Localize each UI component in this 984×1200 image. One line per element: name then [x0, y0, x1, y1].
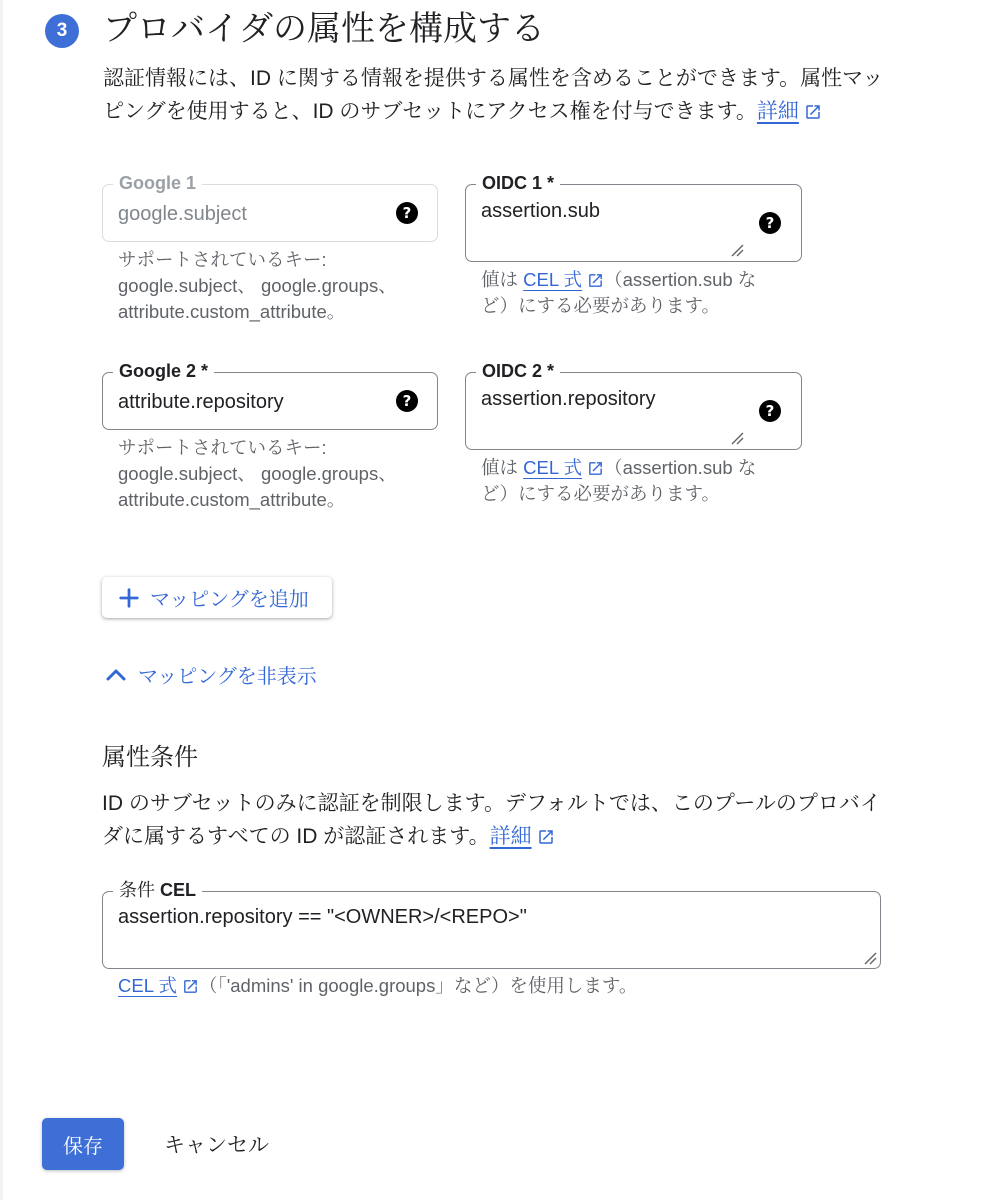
cel-link-label: CEL 式: [523, 457, 583, 478]
svg-text:?: ?: [765, 214, 775, 232]
learn-more-link-label: 詳細: [756, 100, 799, 123]
google-1-label: Google 1: [113, 170, 202, 196]
learn-more-link-label: 詳細: [489, 825, 532, 848]
condition-cel-value: assertion.repository == "<OWNER>/<REPO>": [118, 906, 527, 928]
help-icon[interactable]: [758, 211, 782, 235]
google-2-hint: サポートされているキー: google.subject、 google.groups、 attribute.custom_attribute。: [118, 437, 397, 510]
oidc-2-hint: [481, 455, 781, 507]
step-number-badge: 3: [45, 14, 79, 48]
cel-link-label: CEL 式: [523, 269, 583, 290]
attribute-condition-description-text: ID のサブセットのみに認証を制限します。デフォルトでは、このプールのプロバイダに属するすべての ID が認証されます。: [102, 792, 881, 848]
resize-handle-icon[interactable]: [863, 951, 877, 965]
oidc-1-hint: [481, 267, 781, 319]
help-icon[interactable]: [395, 201, 419, 225]
oidc-1-value: assertion.sub: [481, 200, 600, 222]
google-1-hint: サポートされているキー: google.subject、 google.groups、 attribute.custom_attribute。: [118, 249, 397, 322]
cel-link[interactable]: [523, 269, 582, 290]
cel-link[interactable]: [523, 457, 582, 478]
google-2-field[interactable]: [102, 361, 438, 430]
external-link-icon: [587, 272, 604, 289]
chevron-up-icon: [104, 663, 128, 687]
attribute-condition-description: [102, 787, 892, 853]
external-link-icon: [587, 460, 604, 477]
oidc-1-label: OIDC 1 *: [476, 170, 560, 196]
google-1-field[interactable]: [102, 173, 438, 242]
step-description: [103, 62, 893, 128]
save-button[interactable]: 保存: [42, 1118, 124, 1170]
condition-cel-label-prefix: 条件: [119, 880, 155, 900]
svg-text:?: ?: [402, 392, 412, 410]
add-mapping-button[interactable]: [102, 577, 332, 618]
learn-more-link[interactable]: [490, 825, 555, 848]
oidc-2-field[interactable]: [465, 361, 802, 450]
oidc-1-hint-prefix: 値は: [481, 269, 519, 290]
oidc-2-hint-suffix: （assertion.sub など）にする必要があります。: [481, 457, 757, 504]
condition-cel-label-strong: CEL: [160, 880, 197, 900]
hide-mappings-label: マッピングを非表示: [138, 666, 317, 688]
attribute-condition-title: 属性条件: [102, 744, 198, 771]
cel-link-label: CEL 式: [118, 975, 177, 996]
condition-hint: [118, 973, 878, 999]
help-icon[interactable]: [395, 389, 419, 413]
oidc-1-field[interactable]: [465, 173, 802, 262]
left-rail: [0, 0, 3, 1200]
external-link-icon: [804, 103, 822, 121]
condition-hint-text: （「'admins' in google.groups」など）を使用します。: [198, 975, 638, 996]
oidc-1-hint-suffix: （assertion.sub など）にする必要があります。: [481, 269, 757, 316]
external-link-icon: [182, 978, 199, 995]
external-link-icon: [537, 828, 555, 846]
svg-text:?: ?: [765, 402, 775, 420]
cel-link[interactable]: [118, 975, 177, 996]
plus-icon: [118, 587, 140, 609]
condition-cel-field[interactable]: [102, 880, 881, 969]
learn-more-link[interactable]: [757, 100, 822, 123]
svg-text:?: ?: [402, 204, 412, 222]
hide-mappings-toggle[interactable]: [104, 660, 317, 689]
step-title: プロバイダの属性を構成する: [103, 10, 545, 48]
oidc-2-label: OIDC 2 *: [476, 358, 560, 384]
oidc-2-hint-prefix: 値は: [481, 457, 519, 478]
oidc-2-value: assertion.repository: [481, 388, 656, 410]
add-mapping-label: マッピングを追加: [150, 589, 309, 611]
google-2-label: Google 2 *: [113, 358, 214, 384]
google-2-value: attribute.repository: [118, 391, 284, 413]
google-1-value: google.subject: [118, 203, 247, 225]
help-icon[interactable]: [758, 399, 782, 423]
condition-cel-label: [113, 877, 202, 903]
resize-handle-icon[interactable]: [730, 431, 744, 445]
step-description-text: 認証情報には、ID に関する情報を提供する属性を含めることができます。属性マッピングを使用すると、ID のサブセットにアクセス権を付与できます。: [103, 67, 884, 123]
cancel-button[interactable]: キャンセル: [150, 1118, 283, 1170]
resize-handle-icon[interactable]: [730, 243, 744, 257]
